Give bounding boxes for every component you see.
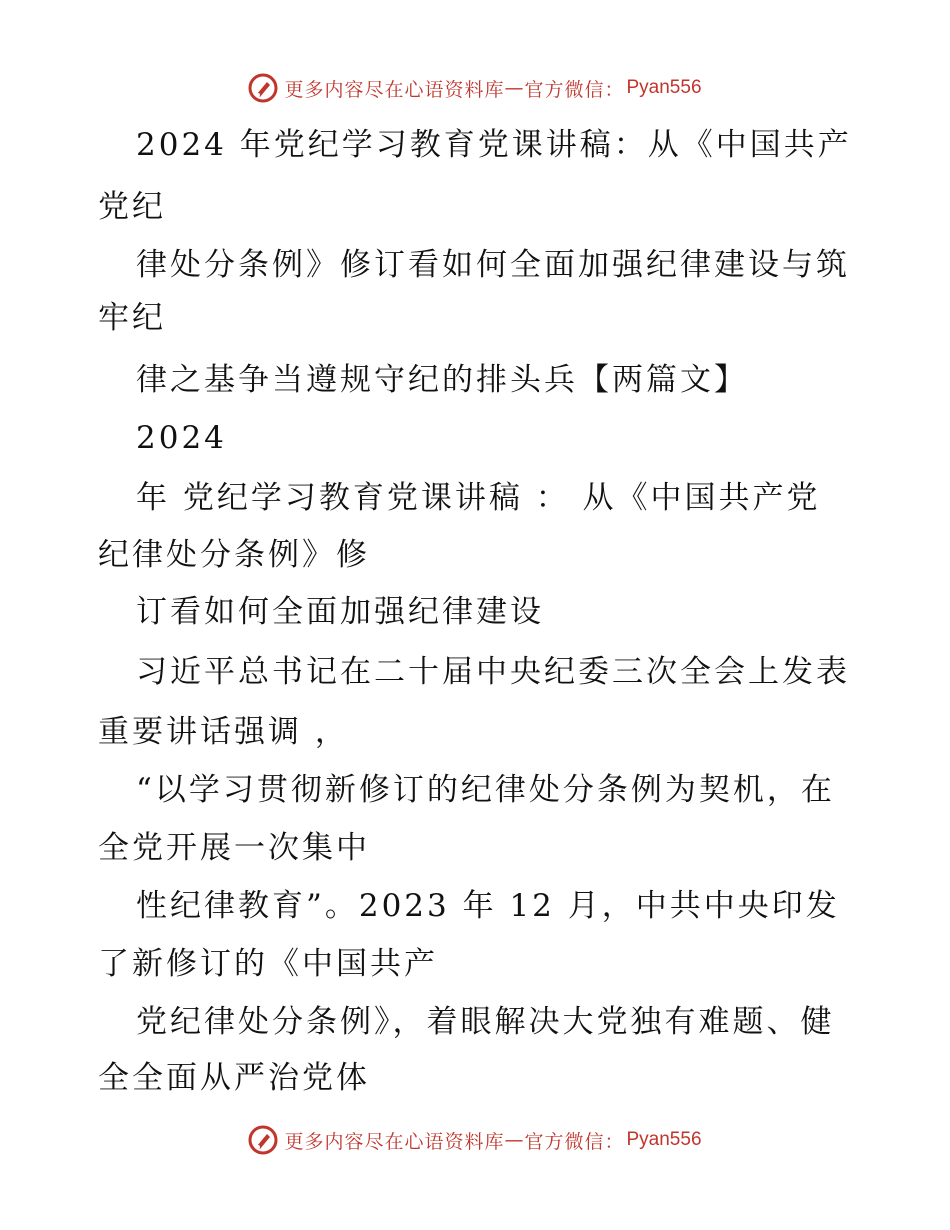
text-line: 纪律处分条例》修 — [98, 537, 370, 573]
pen-logo-icon — [248, 73, 278, 103]
text-line: 了新修订的《中国共产 — [98, 946, 438, 982]
header-watermark — [0, 68, 950, 108]
text-line: “以学习贯彻新修订的纪律处分条例为契机，在 — [136, 772, 835, 808]
text-line: 全全面从严治党体 — [98, 1060, 370, 1096]
footer-watermark — [0, 1120, 950, 1160]
watermark-dash: — — [504, 1129, 525, 1151]
watermark-dash: — — [504, 77, 525, 99]
text-line: 党纪律处分条例》，着眼解决大党独有难题、健 — [136, 1004, 835, 1040]
text-line: 性纪律教育”。2023 年 12 月，中共中央印发 — [136, 888, 840, 924]
text-line: 重要讲话强调 ， — [98, 714, 349, 750]
text-line: 全党开展一次集中 — [98, 830, 370, 866]
text-line: 律之基争当遵规守纪的排头兵【两篇文】 — [136, 362, 748, 398]
text-line: 牢纪 — [98, 300, 166, 336]
text-line: 律处分条例》修订看如何全面加强纪律建设与筑 — [136, 247, 850, 283]
watermark-label: 官方微信： — [524, 1130, 625, 1153]
watermark-text: 更多内容尽在心语资料库 — [284, 1130, 505, 1153]
watermark-id: Pyan556 — [626, 1129, 702, 1150]
text-line: 订看如何全面加强纪律建设 — [136, 594, 544, 630]
watermark-label: 官方微信： — [524, 78, 625, 101]
watermark-id: Pyan556 — [626, 77, 702, 98]
text-line: 2024 年党纪学习教育党课讲稿：从《中国共产 — [136, 127, 852, 163]
text-line: 党纪 — [98, 189, 166, 225]
pen-logo-icon — [248, 1125, 278, 1155]
watermark-text: 更多内容尽在心语资料库 — [284, 78, 505, 101]
text-line: 年 党纪学习教育党课讲稿 ： 从《中国共产党 — [136, 480, 821, 516]
text-line: 2024 — [136, 420, 227, 456]
text-line: 习近平总书记在二十届中央纪委三次全会上发表 — [136, 654, 850, 690]
